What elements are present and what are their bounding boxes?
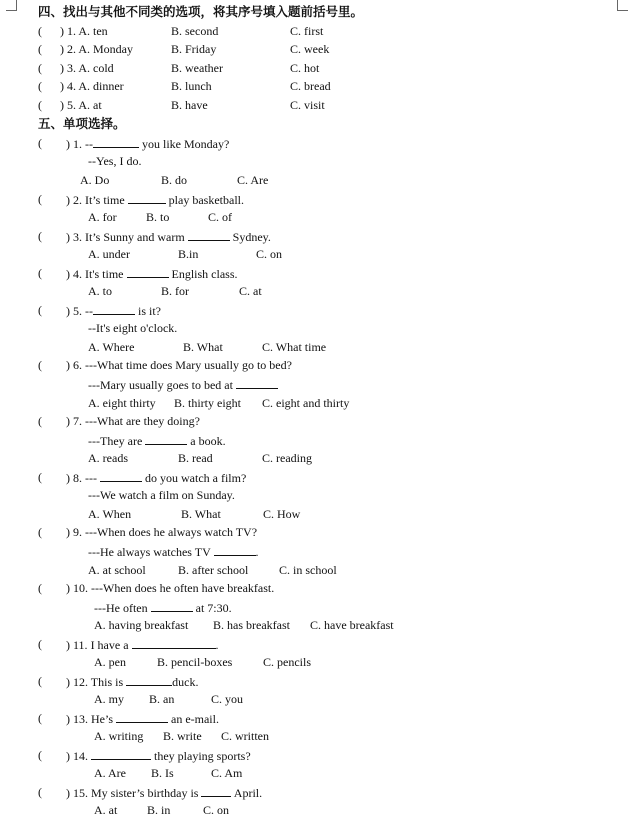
answer-paren: ( — [38, 414, 42, 428]
stem-text: -- — [85, 137, 93, 151]
option-b: B. second — [171, 24, 219, 38]
option-b: B. What — [183, 340, 223, 354]
option-c: C. at — [239, 284, 262, 298]
stem-text: It’s Sunny and warm — [85, 230, 185, 244]
question-number: ) 11. — [66, 638, 88, 652]
question-stem — [66, 414, 200, 428]
option-c: C. written — [221, 729, 269, 743]
answer-blank — [145, 433, 187, 445]
question-number: ( ) 3. A. cold — [38, 61, 114, 75]
option-c: C. first — [290, 24, 324, 38]
reply-text: ---They are — [88, 434, 143, 448]
option-b: B. for — [161, 284, 189, 298]
stem-text: ---When does he often have breakfast. — [91, 581, 275, 595]
page-corner-mark — [617, 0, 628, 11]
question-stem — [66, 637, 219, 652]
question-number: ) 8. — [66, 471, 82, 485]
dialogue-reply — [88, 433, 226, 448]
option-c: C. eight and thirty — [262, 396, 350, 410]
dialogue-reply — [88, 377, 278, 392]
answer-blank — [128, 192, 166, 204]
option-a: A. When — [88, 507, 132, 521]
stem-text: is it? — [138, 304, 161, 318]
option-b: B. have — [171, 98, 208, 112]
option-c: C. week — [290, 42, 330, 56]
stem-text: you like Monday? — [142, 137, 230, 151]
question-stem — [66, 303, 161, 318]
option-b: B.in — [178, 247, 199, 261]
stem-text: Sydney. — [232, 230, 271, 244]
option-a: A. for — [88, 210, 117, 224]
option-a: A. reads — [88, 451, 128, 465]
question-number: ) 3. — [66, 230, 82, 244]
answer-blank — [126, 674, 172, 686]
reply-text: ---Mary usually goes to bed at — [88, 378, 233, 392]
question-number: ) 14. — [66, 749, 88, 763]
answer-paren: ( — [38, 136, 42, 150]
answer-paren: ( — [38, 358, 42, 372]
dialogue-reply — [94, 600, 232, 615]
question-stem — [66, 674, 198, 689]
option-a: A. under — [88, 247, 130, 261]
dialogue-reply: --It's eight o'clock. — [88, 321, 178, 335]
option-c: C. in school — [279, 563, 337, 577]
question-stem — [66, 711, 219, 726]
option-c: C. pencils — [263, 655, 311, 669]
question-stem — [66, 358, 292, 372]
question-stem — [66, 136, 229, 151]
stem-text: It's time — [85, 267, 124, 281]
question-number: ) 10. — [66, 581, 88, 595]
stem-text: April. — [233, 786, 263, 800]
section-heading: 四、找出与其他不同类的选项，将其序号填入题前括号里。 — [38, 4, 364, 19]
question-number: ( ) 5. A. at — [38, 98, 102, 112]
answer-blank — [132, 637, 216, 649]
option-b: B. write — [163, 729, 202, 743]
answer-paren: ( — [38, 525, 42, 539]
stem-text: This is — [90, 675, 124, 689]
answer-paren: ( — [38, 637, 42, 651]
option-b: B. thirty eight — [174, 396, 241, 410]
stem-text: ---When does he always watch TV? — [85, 525, 258, 539]
option-c: C. What time — [262, 340, 327, 354]
answer-paren: ( — [38, 785, 42, 799]
question-stem — [66, 785, 262, 800]
stem-text: duck. — [172, 675, 199, 689]
option-b: B. Friday — [171, 42, 217, 56]
question-number: ( ) 4. A. dinner — [38, 79, 124, 93]
stem-text: I have a — [90, 638, 129, 652]
option-a: A. Where — [88, 340, 135, 354]
answer-blank — [214, 544, 256, 556]
answer-blank — [93, 303, 135, 315]
question-number: ) 13. — [66, 712, 88, 726]
option-c: C. visit — [290, 98, 325, 112]
question-number: ( ) 2. A. Monday — [38, 42, 133, 56]
question-number: ) 6. — [66, 358, 82, 372]
answer-paren: ( — [38, 266, 42, 280]
option-c: C. on — [203, 803, 230, 817]
answer-blank — [188, 229, 230, 241]
reply-text: ---He always watches TV — [88, 545, 211, 559]
option-c: C. on — [256, 247, 283, 261]
dialogue-reply: --Yes, I do. — [88, 154, 142, 168]
question-number: ) 12. — [66, 675, 88, 689]
option-a: A. having breakfast — [94, 618, 189, 632]
page-corner-mark — [6, 0, 17, 11]
answer-paren: ( — [38, 581, 42, 595]
reply-text: ---He often — [94, 601, 148, 615]
option-c: C. hot — [290, 61, 320, 75]
question-stem — [66, 192, 244, 207]
option-b: B. to — [146, 210, 170, 224]
stem-text: English class. — [171, 267, 238, 281]
dialogue-reply — [88, 544, 259, 559]
option-a: A. to — [88, 284, 112, 298]
option-b: B. in — [147, 803, 171, 817]
section-heading: 五、单项选择。 — [38, 116, 126, 131]
stem-text: -- — [85, 304, 93, 318]
question-number: ) 15. — [66, 786, 88, 800]
question-stem — [66, 525, 257, 539]
option-a: A. my — [94, 692, 124, 706]
option-c: C. bread — [290, 79, 331, 93]
answer-blank — [93, 136, 139, 148]
question-number: ) 2. — [66, 193, 82, 207]
question-stem — [66, 748, 251, 763]
reply-text: at 7:30. — [195, 601, 232, 615]
question-stem — [66, 581, 274, 595]
answer-blank — [151, 600, 193, 612]
option-a: A. at school — [88, 563, 146, 577]
answer-blank — [91, 748, 151, 760]
stem-text: ---What are they doing? — [85, 414, 200, 428]
answer-blank — [116, 711, 168, 723]
option-b: B. read — [178, 451, 213, 465]
answer-paren: ( — [38, 192, 42, 206]
option-b: B. weather — [171, 61, 223, 75]
option-a: A. Are — [94, 766, 126, 780]
option-b: B. pencil-boxes — [157, 655, 233, 669]
option-b: B. What — [181, 507, 221, 521]
stem-text: My sister’s birthday is — [91, 786, 199, 800]
option-b: B. has breakfast — [213, 618, 290, 632]
question-number: ) 7. — [66, 414, 82, 428]
question-number: ( ) 1. A. ten — [38, 24, 108, 38]
answer-paren: ( — [38, 229, 42, 243]
option-c: C. have breakfast — [310, 618, 394, 632]
option-a: A. writing — [94, 729, 144, 743]
option-c: C. Are — [237, 173, 269, 187]
option-b: B. after school — [178, 563, 249, 577]
question-number: ) 9. — [66, 525, 82, 539]
stem-text: . — [215, 638, 219, 652]
answer-blank — [100, 470, 142, 482]
dialogue-reply: ---We watch a film on Sunday. — [88, 488, 235, 502]
option-a: A. eight thirty — [88, 396, 156, 410]
question-number: ) 5. — [66, 304, 82, 318]
option-b: B. Is — [151, 766, 174, 780]
question-stem — [66, 266, 238, 281]
option-c: C. reading — [262, 451, 312, 465]
answer-blank — [236, 377, 278, 389]
answer-paren: ( — [38, 470, 42, 484]
stem-text: they playing sports? — [154, 749, 251, 763]
stem-text: --- — [85, 471, 97, 485]
answer-paren: ( — [38, 748, 42, 762]
stem-text: He’s — [91, 712, 113, 726]
answer-paren: ( — [38, 303, 42, 317]
option-c: C. you — [211, 692, 244, 706]
stem-text: It’s time — [85, 193, 125, 207]
option-b: B. lunch — [171, 79, 212, 93]
answer-paren: ( — [38, 711, 42, 725]
option-c: C. Am — [211, 766, 243, 780]
answer-blank — [127, 266, 169, 278]
option-c: C. of — [208, 210, 232, 224]
question-stem — [66, 470, 246, 485]
option-a: A. Do — [80, 173, 110, 187]
option-a: A. at — [94, 803, 118, 817]
reply-text: . — [255, 545, 259, 559]
option-a: A. pen — [94, 655, 126, 669]
question-number: ) 4. — [66, 267, 82, 281]
answer-paren: ( — [38, 674, 42, 688]
option-b: B. an — [149, 692, 175, 706]
answer-blank — [201, 785, 231, 797]
stem-text: play basketball. — [168, 193, 244, 207]
option-c: C. How — [263, 507, 301, 521]
stem-text: ---What time does Mary usually go to bed? — [85, 358, 292, 372]
stem-text: do you watch a film? — [145, 471, 247, 485]
question-number: ) 1. — [66, 137, 82, 151]
stem-text: an e-mail. — [171, 712, 219, 726]
option-b: B. do — [161, 173, 188, 187]
reply-text: a book. — [190, 434, 226, 448]
question-stem — [66, 229, 271, 244]
